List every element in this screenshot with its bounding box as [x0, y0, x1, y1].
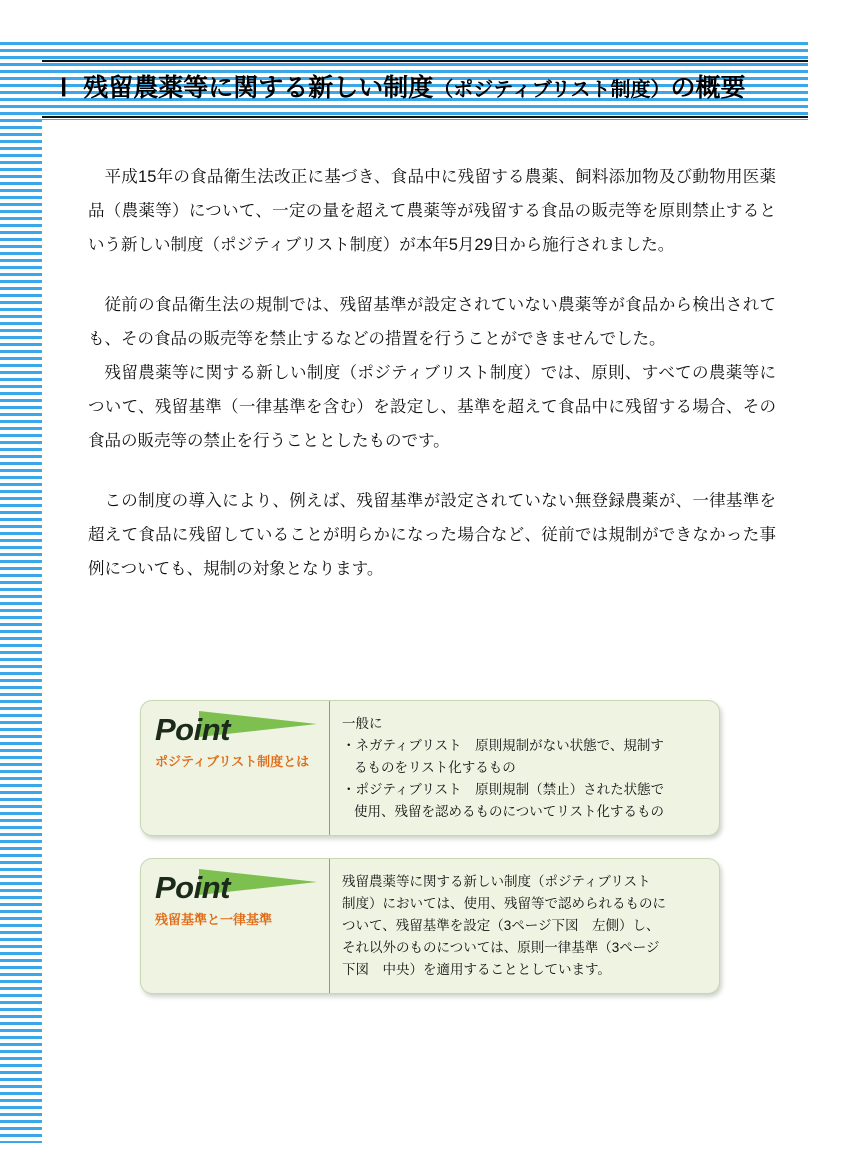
point-box-body — [329, 859, 719, 993]
point-line: 使用、残留を認めるものについてリスト化するもの — [354, 804, 664, 819]
point-line: ・ポジティブリスト 原則規制（禁止）された状態で — [342, 782, 665, 797]
point-line: 制度）においては、使用、残留等で認められるものに — [342, 896, 666, 911]
point-line: 下図 中央）を適用することとしています。 — [342, 962, 611, 977]
section-title-main: 残留農薬等に関する新しい制度 — [83, 74, 434, 102]
point-subtitle: ポジティブリスト制度とは — [155, 754, 310, 769]
point-line: ・ネガティブリスト 原則規制がない状態で、規制す — [342, 738, 664, 753]
paragraph: 従前の食品衛生法の規制では、残留基準が設定されていない農薬等が食品から検出されても、その食品の販売等を禁止するなどの措置を行うことができませんでした。 — [88, 296, 776, 348]
paragraph: 残留農薬等に関する新しい制度（ポジティブリスト制度）では、原則、すべての農薬等について、残留基準（一律基準を含む）を設定し、基準を超えて食品中に残留する場合、その食品の販売等の禁止を行うこととしたものです。 — [88, 364, 776, 450]
page-title — [42, 59, 746, 119]
paragraph: この制度の導入により、例えば、残留基準が設定されていない無登録農薬が、一律基準を超えて食品に残留していることが明らかになった場合など、従前では規制ができなかった事例についても、規制の対象となります。 — [88, 492, 776, 578]
point-label: Point — [155, 712, 230, 747]
point-line: 残留農薬等に関する新しい制度（ポジティブリスト — [342, 874, 651, 889]
point-line: ついて、残留基準を設定（3ページ下図 左側）し、 — [342, 918, 660, 933]
point-box-body — [329, 701, 719, 835]
page-bottom-margin — [0, 1143, 850, 1157]
point-box — [140, 858, 720, 994]
page-right-margin — [808, 0, 850, 1157]
section-title-paren: （ポジティブリスト制度） — [433, 79, 671, 101]
paragraph: 平成15年の食品衛生法改正に基づき、食品中に残留する農薬、飼料添加物及び動物用医薬品（農薬等）について、一定の量を超えて農薬等が残留する食品の販売等を原則禁止するという新しい制度（ポジティブリスト制度）が本年5月29日から施行されました。 — [88, 168, 776, 254]
page-top-margin — [0, 0, 850, 42]
section-number: Ⅰ — [60, 74, 70, 102]
point-line: それ以外のものについては、原則一律基準（3ページ — [342, 940, 660, 955]
section-header — [42, 60, 808, 118]
point-box-heading — [141, 859, 329, 993]
point-line: るものをリスト化するもの — [354, 760, 516, 775]
body-text — [88, 160, 776, 612]
point-box — [140, 700, 720, 836]
section-title-suffix: の概要 — [670, 74, 746, 102]
point-line: 一般に — [342, 716, 383, 731]
point-subtitle: 残留基準と一律基準 — [155, 912, 273, 927]
point-box-heading — [141, 701, 329, 835]
point-label: Point — [155, 870, 230, 905]
point-box-list — [140, 700, 720, 1016]
